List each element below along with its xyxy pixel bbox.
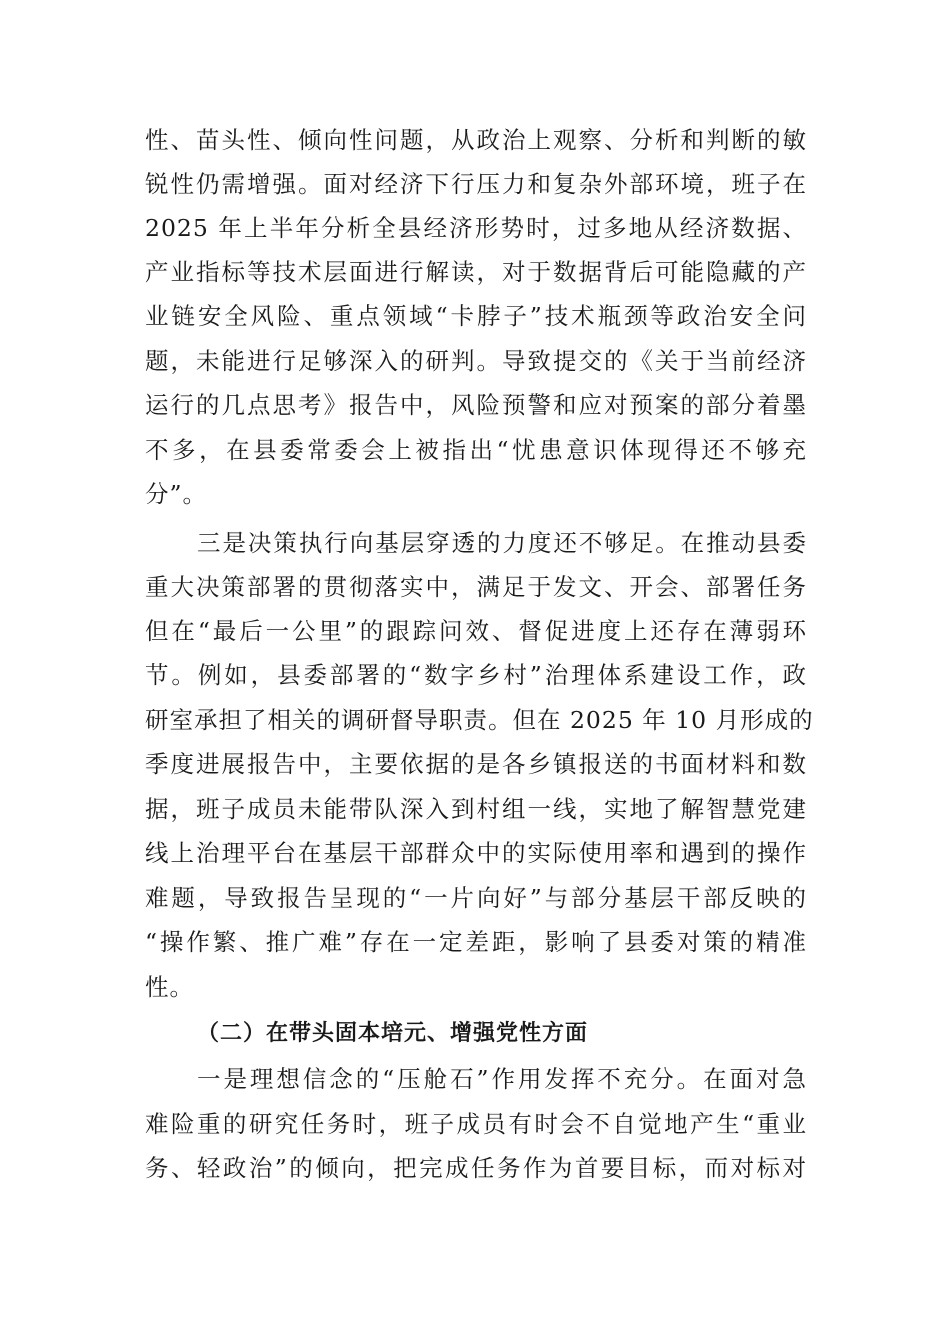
- paragraph-line: 分”。: [145, 480, 208, 508]
- paragraph-line: 但在“最后一公里”的跟踪问效、督促进度上还存在薄弱环: [145, 617, 807, 645]
- paragraph-line: 不多，在县委常委会上被指出“忧患意识体现得还不够充: [145, 436, 807, 464]
- paragraph-line: 重大决策部署的贯彻落实中，满足于发文、开会、部署任务: [145, 573, 807, 601]
- section-heading: （二）在带头固本培元、增强党性方面: [197, 1021, 589, 1046]
- paragraph-line: 节。例如，县委部署的“数字乡村”治理体系建设工作，政: [145, 661, 807, 689]
- paragraph-line: 锐性仍需增强。面对经济下行压力和复杂外部环境，班子在: [145, 170, 807, 198]
- paragraph-line: 研室承担了相关的调研督导职责。但在 2025 年 10 月形成的: [145, 706, 814, 734]
- paragraph-line: 业链安全风险、重点领域“卡脖子”技术瓶颈等政治安全问: [145, 302, 807, 330]
- paragraph-first-line: 三是决策执行向基层穿透的力度还不够足。在推动县委: [197, 529, 807, 557]
- paragraph-line: 季度进展报告中，主要依据的是各乡镇报送的书面材料和数: [145, 750, 807, 778]
- paragraph-line: 难题，导致报告呈现的“一片向好”与部分基层干部反映的: [145, 884, 807, 912]
- paragraph-line: 务、轻政治”的倾向，把完成任务作为首要目标，而对标对: [145, 1154, 807, 1182]
- paragraph-line: 产业指标等技术层面进行解读，对于数据背后可能隐藏的产: [145, 258, 807, 286]
- paragraph-line: 题，未能进行足够深入的研判。导致提交的《关于当前经济: [145, 347, 807, 375]
- paragraph-line: 性、苗头性、倾向性问题，从政治上观察、分析和判断的敏: [145, 126, 807, 154]
- paragraph-line: 2025 年上半年分析全县经济形势时，过多地从经济数据、: [145, 214, 807, 242]
- paragraph-line: 据，班子成员未能带队深入到村组一线，实地了解智慧党建: [145, 795, 807, 823]
- paragraph-line: “操作繁、推广难”存在一定差距，影响了县委对策的精准: [145, 928, 807, 956]
- paragraph-line: 线上治理平台在基层干部群众中的实际使用率和遇到的操作: [145, 839, 807, 867]
- paragraph-line: 性。: [145, 973, 194, 1001]
- paragraph-first-line: 一是理想信念的“压舱石”作用发挥不充分。在面对急: [197, 1065, 807, 1093]
- paragraph-line: 难险重的研究任务时，班子成员有时会不自觉地产生“重业: [145, 1110, 807, 1138]
- paragraph-line: 运行的几点思考》报告中，风险预警和应对预案的部分着墨: [145, 391, 807, 419]
